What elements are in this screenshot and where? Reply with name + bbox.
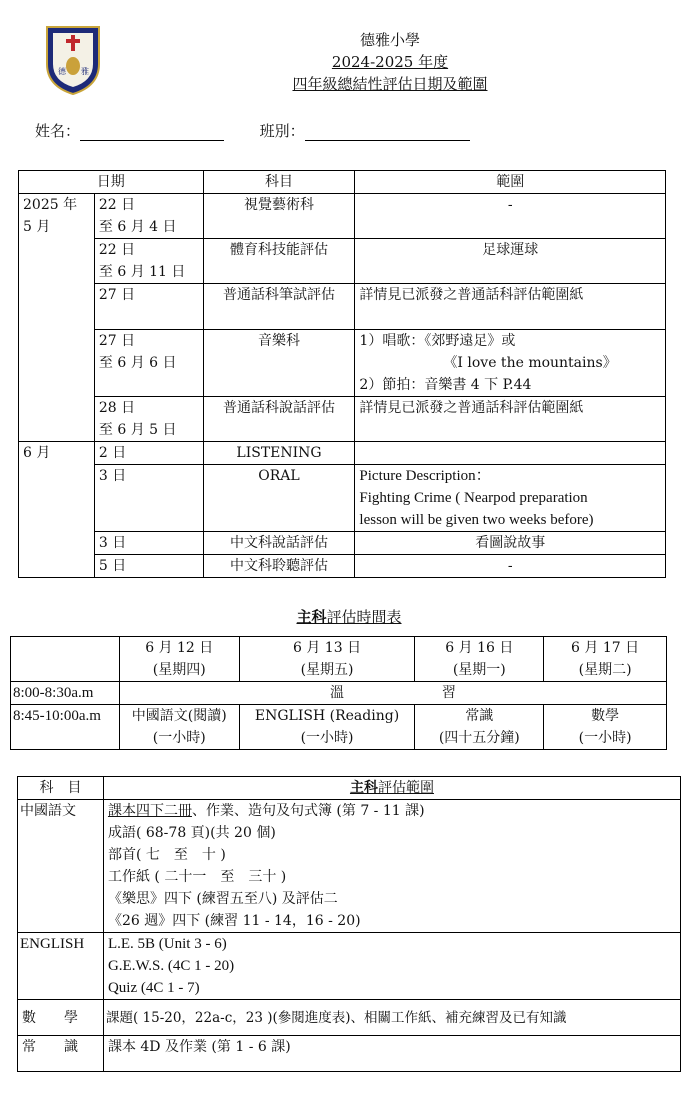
day-header: 6 月 13 日 (星期五) (239, 637, 415, 682)
table-row: 5 日 中文科聆聽評估 - (19, 555, 666, 578)
time-slot: 8:45-10:00a.m (11, 705, 120, 750)
class-label: 班別： (259, 122, 305, 140)
table-row: 數 學 課題( 15-20，22a-c，23 )(參閱進度表)、相關工作紙、補充練習及已有知識 (18, 1000, 681, 1036)
header-scope: 主科評估範圍 (103, 777, 680, 800)
month-cell: 2025 年 5 月 (19, 194, 95, 442)
table-row: 2025 年 5 月 22 日 至 6 月 4 日 視覺藝術科 - (19, 194, 666, 239)
day-header: 6 月 16 日 (星期一) (415, 637, 544, 682)
subject-gs: 常 識 (18, 1036, 104, 1072)
day-header: 6 月 17 日 (星期二) (544, 637, 667, 682)
revision-cell: 溫 習 (119, 682, 666, 705)
exam-cell: 常識 (四十五分鐘) (415, 705, 544, 750)
subject-chinese: 中國語文 (18, 800, 104, 933)
class-blank (305, 140, 470, 141)
subject-english: ENGLISH (18, 933, 104, 1000)
svg-text:雅: 雅 (81, 67, 89, 76)
table-row: 27 日 普通話科筆試評估 詳情見已派發之普通話科評估範圍紙 (19, 284, 666, 330)
day-header: 6 月 12 日 (星期四) (119, 637, 239, 682)
table-row: 6 月 2 日 LISTENING (19, 442, 666, 465)
exam-cell: 中國語文(閱讀) (一小時) (119, 705, 239, 750)
scope-table (17, 776, 681, 1072)
school-logo (44, 24, 102, 96)
month-cell: 6 月 (19, 442, 95, 578)
school-name: 德雅小學 (359, 31, 420, 49)
header-subject: 科目 (203, 171, 355, 194)
table-row: 3 日 中文科說話評估 看圖說故事 (19, 532, 666, 555)
svg-text:德: 德 (58, 67, 66, 76)
academic-year: 2024-2025 年度 (331, 53, 449, 71)
table-row: ENGLISH L.E. 5B (Unit 3 - 6) G.E.W.S. (4C 1 - 20) Quiz (4C 1 - 7) (18, 933, 681, 1000)
assessment-schedule-table (18, 170, 666, 578)
name-blank (80, 140, 224, 141)
subject-math: 數 學 (18, 1000, 104, 1036)
table-row: 27 日 至 6 月 6 日 音樂科 1）唱歌：《郊野遠足》或 《I love the mountains》 2）節拍：音樂書 4 下 P.44 (19, 330, 666, 397)
table-row: 常 識 課本 4D 及作業 (第 1 - 6 課) (18, 1036, 681, 1072)
header-subject: 科 目 (18, 777, 104, 800)
timetable-title: 主科評估時間表 (296, 608, 402, 626)
table-row: 22 日 至 6 月 11 日 體育科技能評估 足球運球 (19, 239, 666, 284)
table-row: 3 日 ORAL Picture Description： Fighting Crime ( Nearpod preparation lesson will be given two weeks before) (19, 465, 666, 532)
time-slot: 8:00-8:30a.m (11, 682, 120, 705)
name-label: 姓名： (35, 122, 81, 140)
name-class-line (35, 120, 470, 141)
header-date: 日期 (19, 171, 204, 194)
table-row: 中國語文 課本四下二冊、作業、造句及句式簿 (第 7 - 11 課) 成語( 68-78 頁)(共 20 個) 部首( 七 至 十 ) 工作紙 ( 二十一 至 三十 ) 《樂思》四下 (練習五至八) 及評估二 《26 週》四下 (練習 11 - 14，16 - 20) (18, 800, 681, 933)
exam-timetable (10, 636, 667, 750)
table-row: 28 日 至 6 月 5 日 普通話科說話評估 詳情見已派發之普通話科評估範圍紙 (19, 397, 666, 442)
header-scope: 範圍 (355, 171, 666, 194)
document-title: 四年級總結性評估日期及範圍 (292, 75, 488, 93)
exam-cell: ENGLISH (Reading) (一小時) (239, 705, 415, 750)
exam-cell: 數學 (一小時) (544, 705, 667, 750)
